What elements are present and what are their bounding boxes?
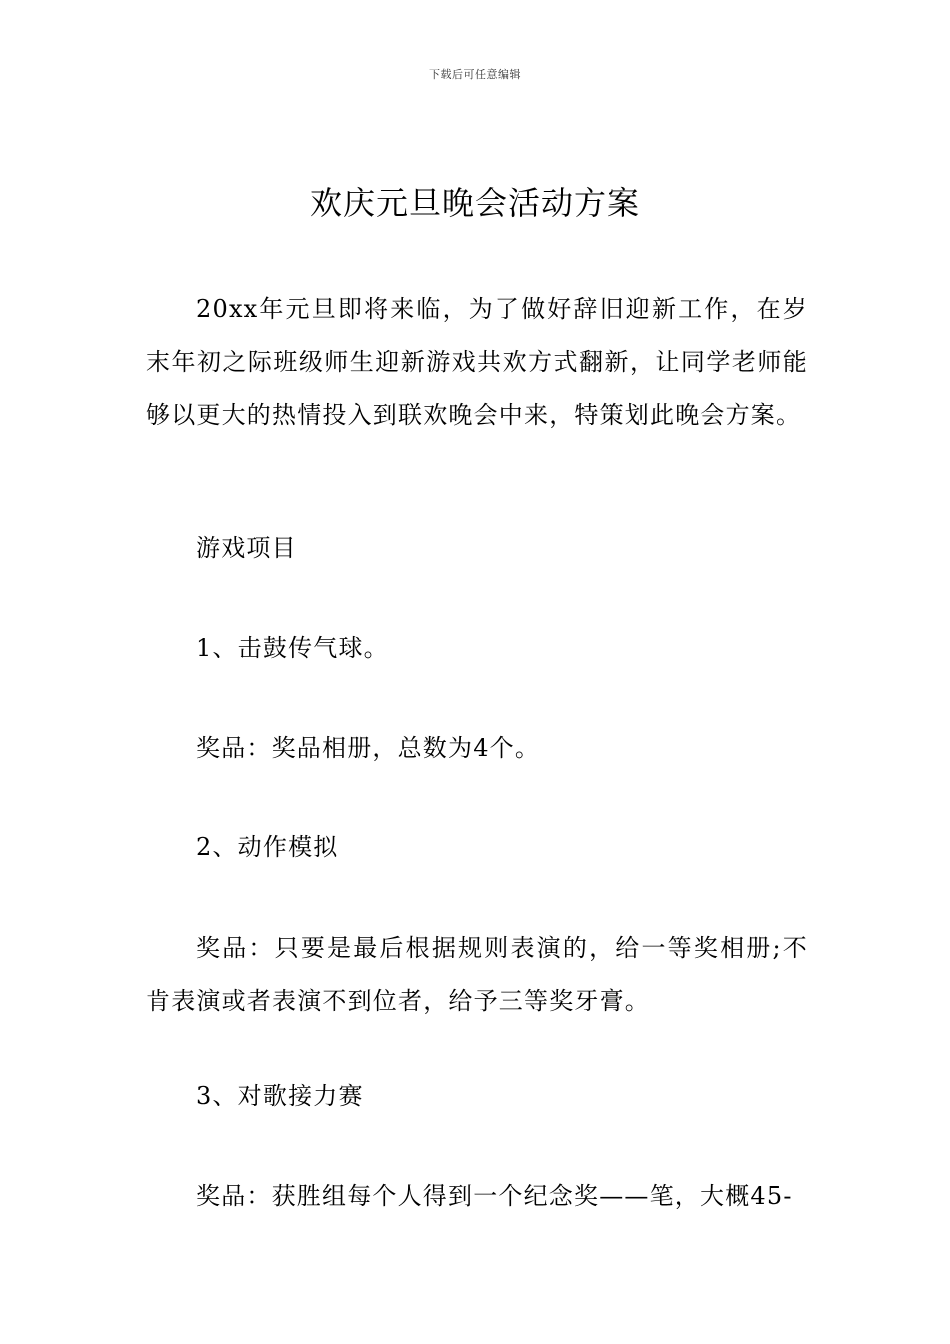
header-note: 下载后可任意编辑	[429, 68, 521, 81]
intro-paragraph: 20xx年元旦即将来临，为了做好辞旧迎新工作，在岁末年初之际班级师生迎新游戏共欢方式翻新，让同学老师能够以更大的热情投入到联欢晚会中来，特策划此晚会方案。	[146, 295, 808, 429]
page-title: 欢庆元旦晚会活动方案	[309, 184, 640, 222]
game-item-1: 1、击鼓传气球。	[196, 634, 389, 662]
game-item-3: 3、对歌接力赛	[196, 1082, 364, 1110]
prize-1: 奖品：奖品相册，总数为4个。	[196, 734, 541, 762]
prize-2: 奖品：只要是最后根据规则表演的，给一等奖相册;不肯表演或者表演不到位者，给予三等奖牙膏。	[146, 934, 808, 1015]
game-item-2: 2、动作模拟	[196, 833, 339, 861]
section-heading: 游戏项目	[196, 534, 297, 562]
prize-3: 奖品：获胜组每个人得到一个纪念奖——笔，大概45-	[196, 1182, 793, 1210]
